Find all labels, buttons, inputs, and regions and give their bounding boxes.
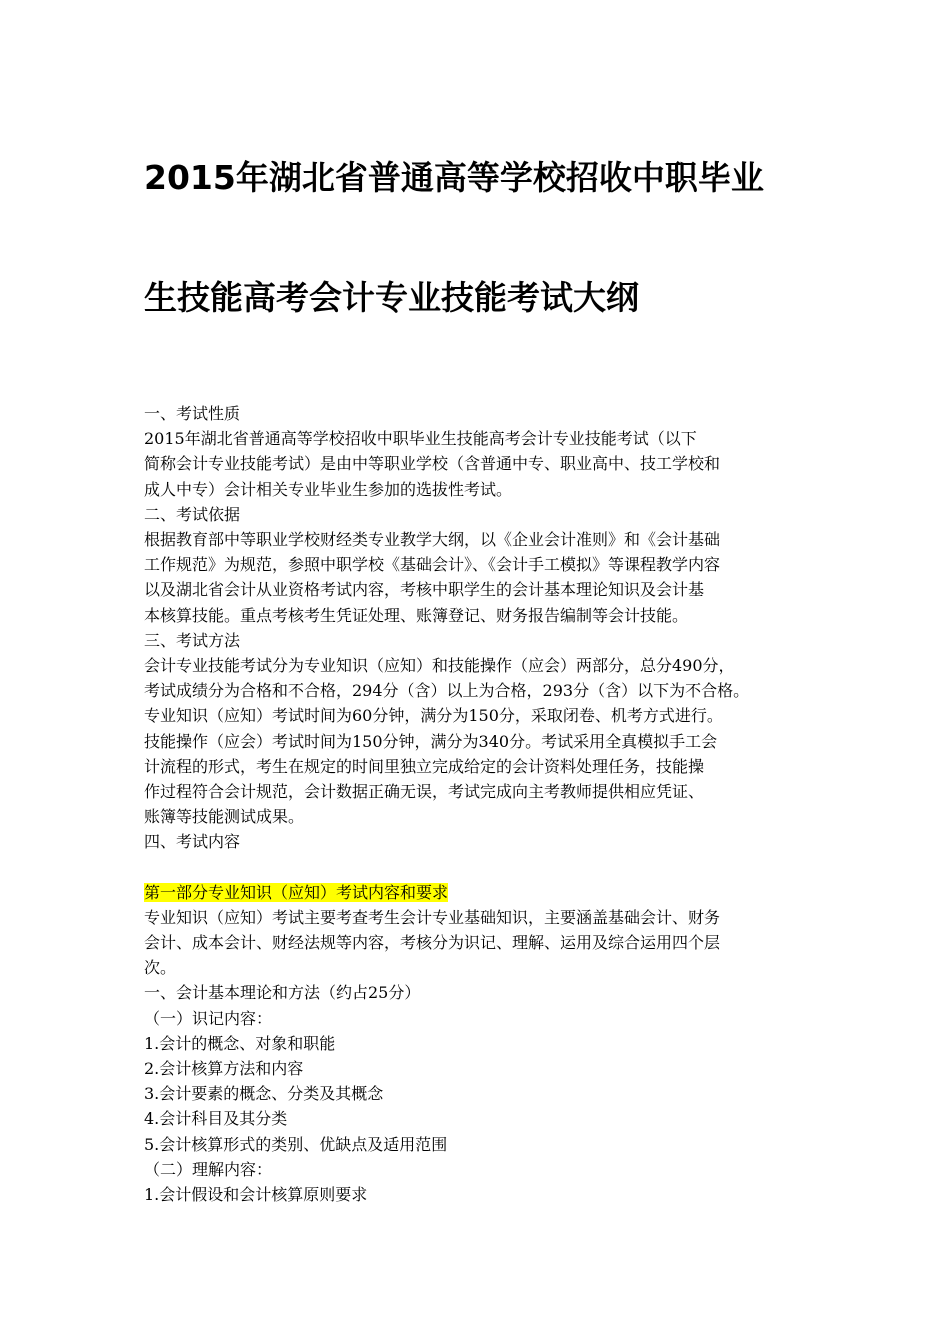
paragraph-line: 工作规范》为规范，参照中职学校《基础会计》、《会计手工模拟》等课程教学内容	[144, 555, 721, 575]
paragraph-line: 账簿等技能测试成果。	[144, 807, 305, 827]
subheading-memorize: （一）识记内容：	[144, 1008, 273, 1028]
paragraph-line: 技能操作（应会）考试时间为150分钟，满分为340分。考试采用全真模拟手工会	[144, 731, 718, 751]
paragraph-line: 简称会计专业技能考试）是由中等职业学校（含普通中专、职业高中、技工学校和	[144, 454, 721, 474]
highlighted-part-heading: 第一部分专业知识（应知）考试内容和要求	[144, 882, 449, 902]
subheading-understand: （二）理解内容：	[144, 1159, 273, 1179]
paragraph-line: 会计、成本会计、财经法规等内容，考核分为识记、理解、运用及综合运用四个层	[144, 933, 721, 953]
section-heading-basis: 二、考试依据	[144, 504, 241, 524]
paragraph-line: 2015年湖北省普通高等学校招收中职毕业生技能高考会计专业技能考试（以下	[144, 429, 697, 449]
list-item: 2.会计核算方法和内容	[144, 1059, 304, 1079]
paragraph-line: 考试成绩分为合格和不合格，294分（含）以上为合格，293分（含）以下为不合格。	[144, 681, 750, 701]
paragraph-line: 以及湖北省会计从业资格考试内容，考核中职学生的会计基本理论知识及会计基	[144, 580, 705, 600]
paragraph-line: 会计专业技能考试分为专业知识（应知）和技能操作（应会）两部分，总分490分，	[144, 656, 735, 676]
blank-line	[144, 855, 812, 880]
list-item: 1.会计假设和会计核算原则要求	[144, 1185, 368, 1205]
paragraph-line: 成人中专）会计相关专业毕业生参加的选拔性考试。	[144, 479, 513, 499]
list-item: 3.会计要素的概念、分类及其概念	[144, 1084, 384, 1104]
part-heading	[144, 880, 812, 905]
paragraph-line: 计流程的形式，考生在规定的时间里独立完成给定的会计资料处理任务，技能操	[144, 756, 705, 776]
paragraph-line: 次。	[144, 958, 177, 978]
paragraph-line: 专业知识（应知）考试主要考查考生会计专业基础知识，主要涵盖基础会计、财务	[144, 907, 721, 927]
section-heading-content: 四、考试内容	[144, 832, 241, 852]
paragraph-line: 根据教育部中等职业学校财经类专业教学大纲，以《企业会计准则》和《会计基础	[144, 530, 721, 550]
paragraph-line: 作过程符合会计规范，会计数据正确无误，考试完成向主考教师提供相应凭证、	[144, 782, 705, 802]
title-line-1: 2015年湖北省普通高等学校招收中职毕业	[144, 158, 764, 197]
list-item: 5.会计核算形式的类别、优缺点及适用范围	[144, 1134, 448, 1154]
item-heading: 一、会计基本理论和方法（约占25分）	[144, 983, 421, 1003]
section-heading-nature: 一、考试性质	[144, 404, 241, 423]
paragraph-line: 本核算技能。重点考核考生凭证处理、账簿登记、财务报告编制等会计技能。	[144, 605, 689, 625]
document-body	[144, 401, 812, 1207]
title-line-2: 生技能高考会计专业技能考试大纲	[144, 278, 639, 317]
list-item: 4.会计科目及其分类	[144, 1109, 288, 1129]
section-heading-method: 三、考试方法	[144, 630, 241, 650]
list-item: 1.会计的概念、对象和职能	[144, 1033, 336, 1053]
paragraph-line: 专业知识（应知）考试时间为60分钟，满分为150分，采取闭卷、机考方式进行。	[144, 706, 723, 726]
